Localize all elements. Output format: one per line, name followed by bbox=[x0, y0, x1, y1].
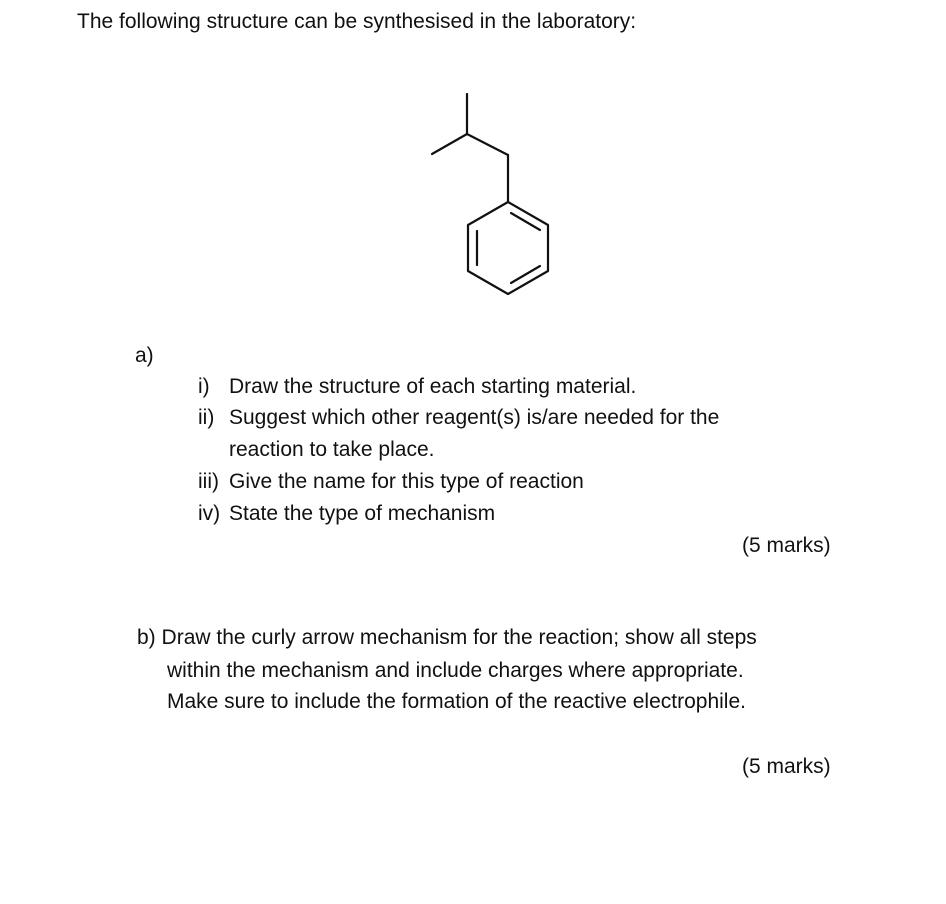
part-a-item-ii bbox=[198, 402, 719, 434]
part-a-item-i bbox=[198, 371, 636, 403]
part-b-line-1 bbox=[137, 622, 757, 654]
item-text: Suggest which other reagent(s) is/are needed for the bbox=[229, 406, 720, 429]
item-text: State the type of mechanism bbox=[229, 502, 496, 525]
intro-text: The following structure can be synthesised in the laboratory: bbox=[77, 10, 637, 33]
item-text: Draw the structure of each starting material. bbox=[229, 375, 637, 398]
item-number: iii) bbox=[198, 470, 219, 493]
part-b-label: b) bbox=[137, 626, 156, 649]
part-a-item-iii bbox=[198, 466, 584, 498]
part-a-item-ii-continuation: reaction to take place. bbox=[229, 438, 435, 461]
part-b-line-3: Make sure to include the formation of the reactive electrophile. bbox=[167, 690, 746, 713]
item-number: iv) bbox=[198, 502, 221, 525]
item-text: Give the name for this type of reaction bbox=[229, 470, 584, 493]
item-number: i) bbox=[198, 375, 210, 398]
part-b-line-2: within the mechanism and include charges where appropriate. bbox=[167, 659, 744, 682]
part-a-marks: (5 marks) bbox=[742, 534, 831, 557]
part-b-marks: (5 marks) bbox=[742, 755, 831, 778]
item-number: ii) bbox=[198, 406, 215, 429]
part-b-text: Draw the curly arrow mechanism for the reaction; show all steps bbox=[161, 626, 757, 649]
isobutylbenzene-structure-icon bbox=[420, 82, 560, 302]
part-a-label: a) bbox=[135, 344, 154, 367]
part-a-item-iv bbox=[198, 498, 495, 530]
